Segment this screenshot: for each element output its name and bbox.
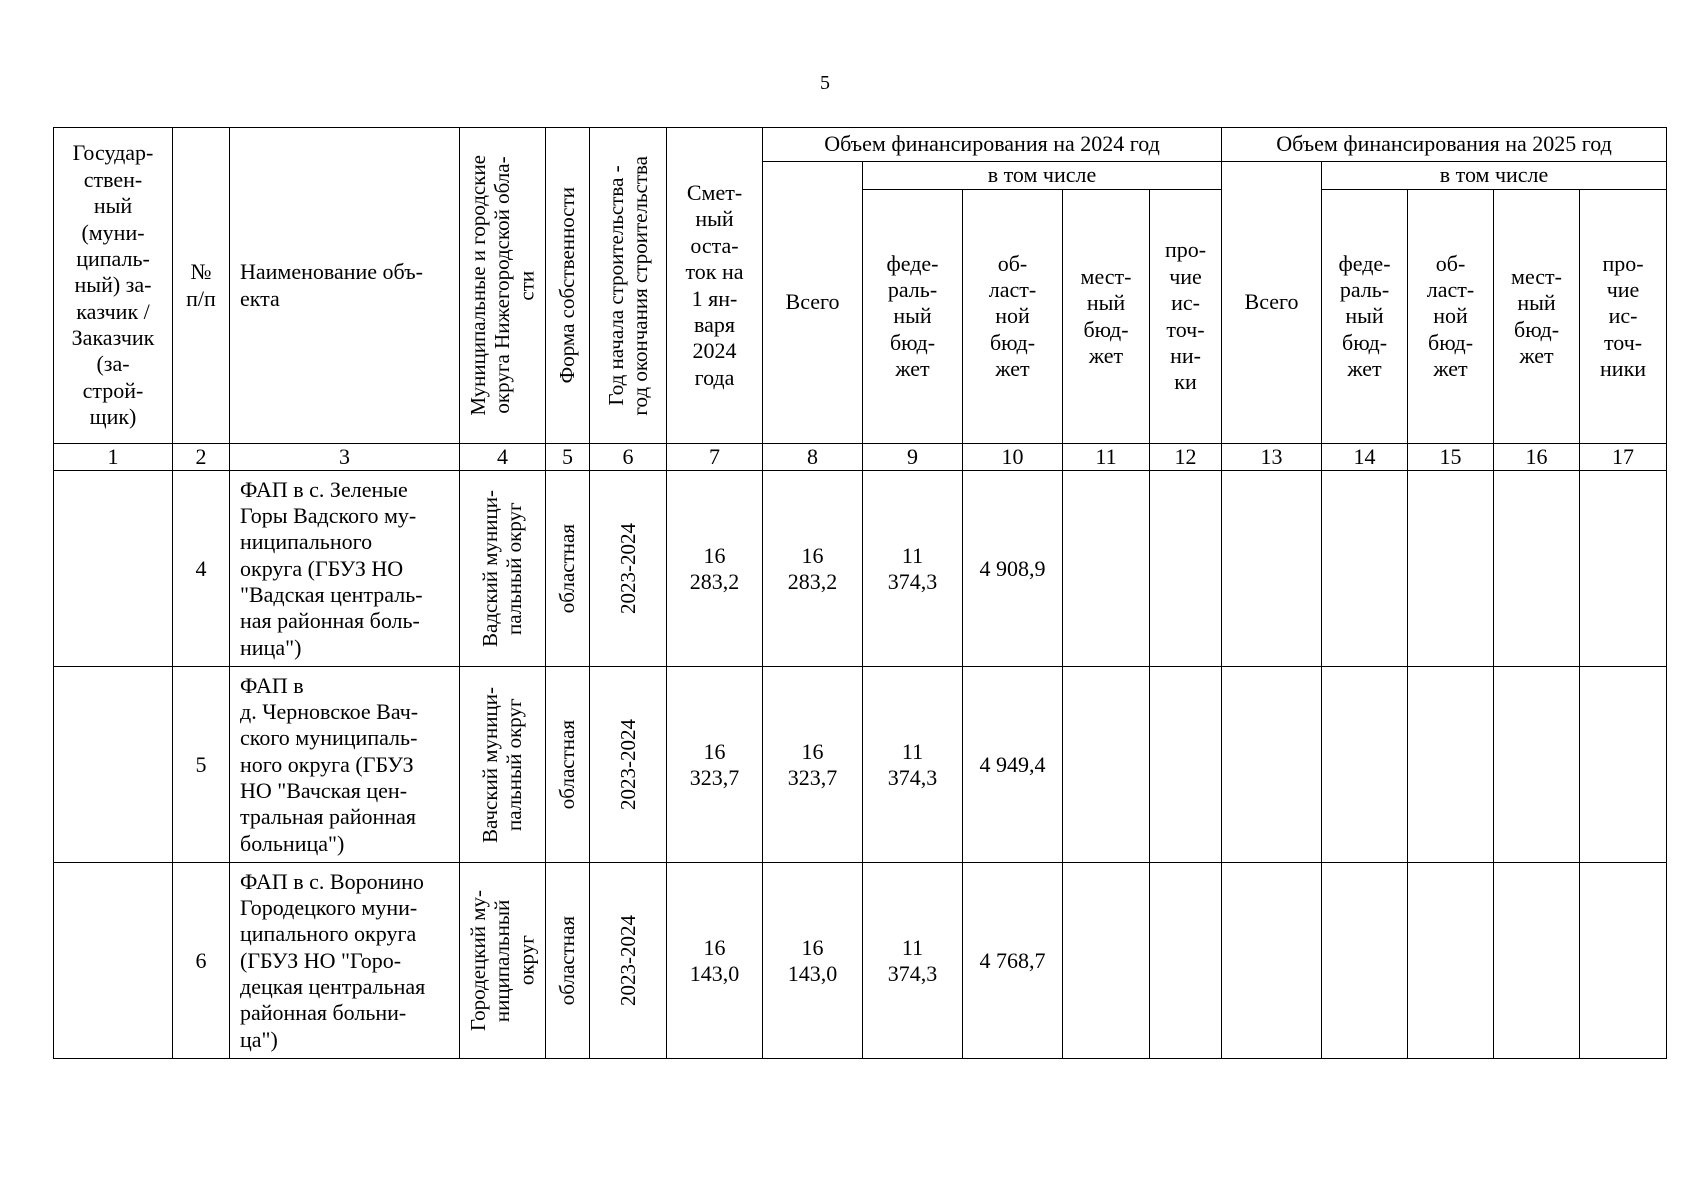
header-including-2024: в том числе xyxy=(863,162,1222,190)
cell-local-2025 xyxy=(1494,667,1580,863)
header-funding-2025: Объем финансирования на 2025 год xyxy=(1222,128,1667,162)
table-row xyxy=(54,863,1667,1059)
cell-other-2024 xyxy=(1150,471,1222,667)
cell-regional-2024: 4 768,7 xyxy=(963,863,1063,1059)
header-local-2025: мест- ный бюд- жет xyxy=(1494,190,1580,444)
cell-federal-2025 xyxy=(1322,667,1408,863)
column-number: 4 xyxy=(460,444,546,471)
column-number: 16 xyxy=(1494,444,1580,471)
cell-total-2025 xyxy=(1222,667,1322,863)
header-customer: Государ- ствен- ный (муни- ципаль- ный) за- казчик / Заказчик (за- строй- щик) xyxy=(54,128,173,444)
column-number: 11 xyxy=(1063,444,1150,471)
header-municipality: Муниципальные и городские округа Нижегородской обла- сти xyxy=(460,128,546,444)
cell-federal-2025 xyxy=(1322,471,1408,667)
column-number: 14 xyxy=(1322,444,1408,471)
column-number: 12 xyxy=(1150,444,1222,471)
cell-ownership: областная xyxy=(546,863,590,1059)
header-other-2025: про- чие ис- точ- ники xyxy=(1580,190,1667,444)
cell-years: 2023-2024 xyxy=(590,667,667,863)
cell-total-2025 xyxy=(1222,863,1322,1059)
column-number: 3 xyxy=(230,444,460,471)
cell-total-2024: 16 283,2 xyxy=(763,471,863,667)
column-number: 2 xyxy=(173,444,230,471)
header-federal-2025: феде- раль- ный бюд- жет xyxy=(1322,190,1408,444)
cell-local-2025 xyxy=(1494,471,1580,667)
cell-municipality: Вадский муници- пальный округ xyxy=(460,471,546,667)
header-total-2025: Всего xyxy=(1222,162,1322,444)
cell-local-2024 xyxy=(1063,863,1150,1059)
cell-estimated-balance: 16 143,0 xyxy=(667,863,763,1059)
cell-object-name: ФАП в с. Воронино Городецкого муни- ципального округа (ГБУЗ НО "Горо- децкая центральная районная больни- ца") xyxy=(230,863,460,1059)
header-years: Год начала строительства - год окончания строительства xyxy=(590,128,667,444)
column-number: 1 xyxy=(54,444,173,471)
column-number: 13 xyxy=(1222,444,1322,471)
cell-other-2025 xyxy=(1580,667,1667,863)
cell-total-2024: 16 323,7 xyxy=(763,667,863,863)
cell-total-2024: 16 143,0 xyxy=(763,863,863,1059)
header-ownership: Форма собственности xyxy=(546,128,590,444)
cell-num: 4 xyxy=(173,471,230,667)
column-number: 5 xyxy=(546,444,590,471)
cell-federal-2024: 11 374,3 xyxy=(863,667,963,863)
header-regional-2025: об- ласт- ной бюд- жет xyxy=(1408,190,1494,444)
cell-total-2025 xyxy=(1222,471,1322,667)
column-number: 7 xyxy=(667,444,763,471)
cell-federal-2024: 11 374,3 xyxy=(863,471,963,667)
cell-regional-2025 xyxy=(1408,471,1494,667)
table-row xyxy=(54,471,1667,667)
cell-years: 2023-2024 xyxy=(590,471,667,667)
cell-federal-2024: 11 374,3 xyxy=(863,863,963,1059)
cell-municipality: Городецкий му- ниципальный округ xyxy=(460,863,546,1059)
header-regional-2024: об- ласт- ной бюд- жет xyxy=(963,190,1063,444)
cell-regional-2025 xyxy=(1408,667,1494,863)
cell-customer xyxy=(54,471,173,667)
column-number: 15 xyxy=(1408,444,1494,471)
cell-num: 5 xyxy=(173,667,230,863)
header-funding-2024: Объем финансирования на 2024 год xyxy=(763,128,1222,162)
header-local-2024: мест- ный бюд- жет xyxy=(1063,190,1150,444)
column-number: 6 xyxy=(590,444,667,471)
construction-funding-table xyxy=(53,127,1667,1059)
page-number: 5 xyxy=(820,72,830,94)
header-estimated-balance: Смет- ный оста- ток на 1 ян- варя 2024 года xyxy=(667,128,763,444)
cell-other-2024 xyxy=(1150,863,1222,1059)
cell-ownership: областная xyxy=(546,667,590,863)
cell-local-2024 xyxy=(1063,471,1150,667)
cell-years: 2023-2024 xyxy=(590,863,667,1059)
header-object-name: Наименование объ- екта xyxy=(230,128,460,444)
cell-ownership: областная xyxy=(546,471,590,667)
cell-object-name: ФАП в д. Черновское Вач- ского муниципаль- ного округа (ГБУЗ НО "Вачская цен- тральная районная больница") xyxy=(230,667,460,863)
column-number: 8 xyxy=(763,444,863,471)
cell-regional-2024: 4 949,4 xyxy=(963,667,1063,863)
cell-estimated-balance: 16 323,7 xyxy=(667,667,763,863)
cell-local-2025 xyxy=(1494,863,1580,1059)
cell-customer xyxy=(54,863,173,1059)
cell-object-name: ФАП в с. Зеленые Горы Вадского му- ниципального округа (ГБУЗ НО "Вадская централь- ная районная боль- ница") xyxy=(230,471,460,667)
header-num: № п/п xyxy=(173,128,230,444)
cell-federal-2025 xyxy=(1322,863,1408,1059)
table-row xyxy=(54,667,1667,863)
column-number-row xyxy=(54,444,1667,471)
cell-estimated-balance: 16 283,2 xyxy=(667,471,763,667)
cell-regional-2024: 4 908,9 xyxy=(963,471,1063,667)
header-including-2025: в том числе xyxy=(1322,162,1667,190)
cell-other-2024 xyxy=(1150,667,1222,863)
cell-other-2025 xyxy=(1580,863,1667,1059)
cell-regional-2025 xyxy=(1408,863,1494,1059)
header-row-1 xyxy=(54,128,1667,162)
cell-num: 6 xyxy=(173,863,230,1059)
column-number: 17 xyxy=(1580,444,1667,471)
header-federal-2024: феде- раль- ный бюд- жет xyxy=(863,190,963,444)
header-total-2024: Всего xyxy=(763,162,863,444)
column-number: 10 xyxy=(963,444,1063,471)
header-other-2024: про- чие ис- точ- ни- ки xyxy=(1150,190,1222,444)
column-number: 9 xyxy=(863,444,963,471)
cell-municipality: Вачский муници- пальный округ xyxy=(460,667,546,863)
cell-customer xyxy=(54,667,173,863)
cell-other-2025 xyxy=(1580,471,1667,667)
cell-local-2024 xyxy=(1063,667,1150,863)
